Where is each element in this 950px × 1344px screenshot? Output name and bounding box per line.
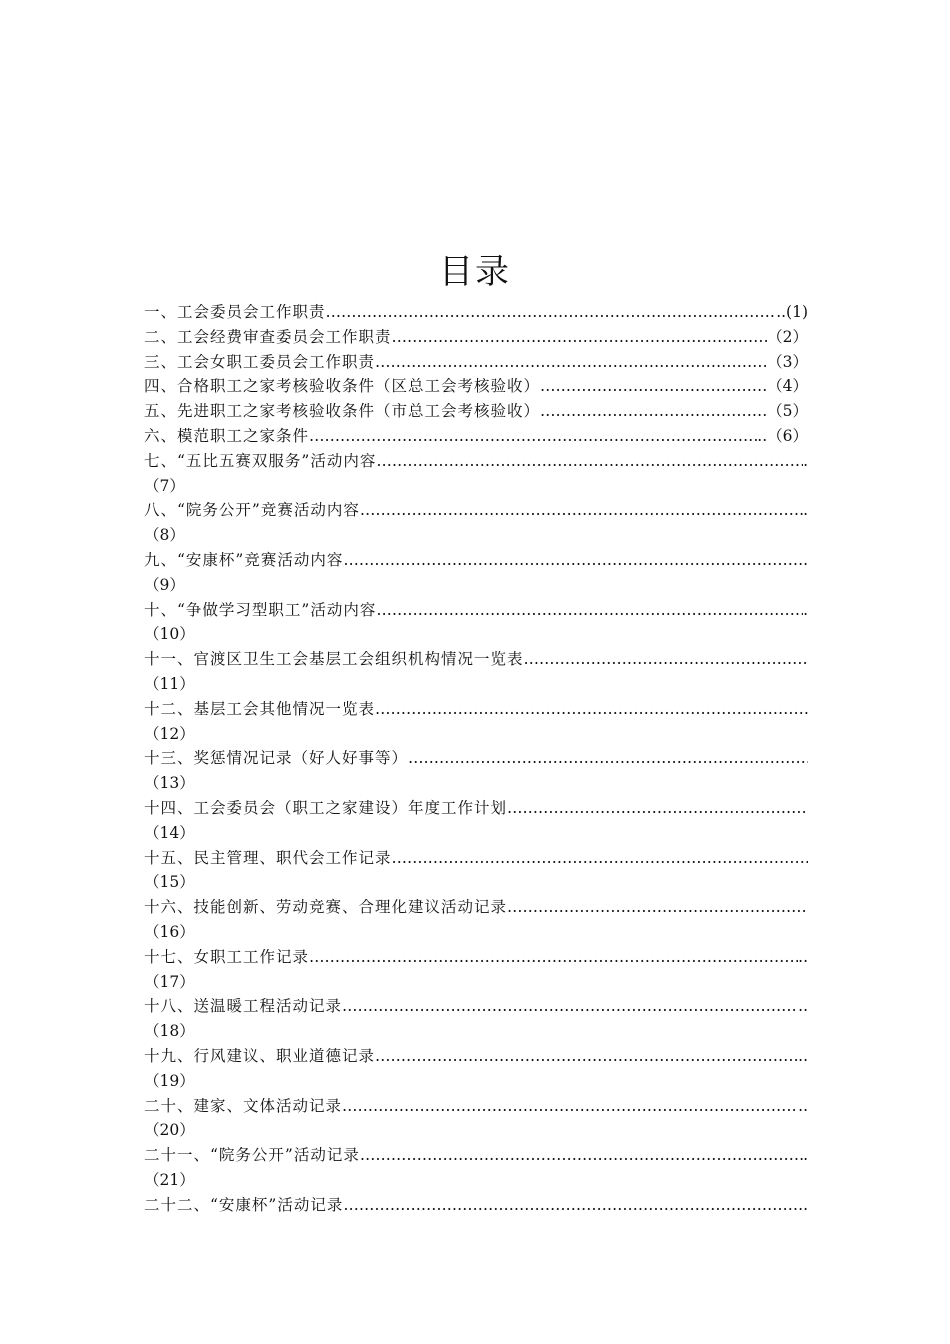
dot-leader (343, 548, 803, 573)
toc-entry (144, 300, 808, 325)
dot-leader (376, 598, 803, 623)
dot-leader (408, 746, 808, 771)
toc-entry-line (144, 374, 808, 399)
toc-entry-title: 二十二、“安康杯”活动记录 (144, 1195, 344, 1214)
toc-entry (144, 424, 808, 449)
toc-entry-page: .. (798, 997, 808, 1016)
toc-entry-page-number: （11） (144, 674, 195, 693)
toc-entry-page: .. (798, 1046, 808, 1065)
toc-entry-page-number: （8） (144, 526, 185, 545)
toc-entry-page: . (803, 1146, 808, 1165)
toc-entry-title: 十二、基层工会其他情况一览表 (144, 699, 376, 718)
toc-entry-line (144, 424, 808, 449)
page-title: 目录 (439, 252, 511, 292)
dot-leader (540, 374, 767, 399)
toc-entry-page: ..（6） (757, 426, 808, 445)
toc-entry-line (144, 548, 808, 573)
toc-entry-page: （2） (767, 327, 808, 346)
dot-leader (540, 399, 767, 424)
toc-entry-title: 十三、奖惩情况记录（好人好事等） (144, 749, 409, 768)
dot-leader (507, 895, 808, 920)
toc-entry-line (144, 498, 808, 523)
toc-entry-page: . (803, 600, 808, 619)
toc-entry-title: 十八、送温暖工程活动记录 (144, 997, 343, 1016)
toc-entry-page-number: （15） (144, 873, 195, 892)
toc-entry-line (144, 1193, 808, 1218)
toc-entry-page-number: （21） (144, 1170, 195, 1189)
toc-entry-title: 十九、行风建议、职业道德记录 (144, 1046, 376, 1065)
toc-entry-page-number: （10） (144, 625, 195, 644)
dot-leader (360, 1143, 803, 1168)
toc-entry-line (144, 796, 808, 821)
toc-entry (144, 647, 808, 697)
toc-entry (144, 994, 808, 1044)
toc-entry-title: 一、工会委员会工作职责 (144, 303, 326, 321)
dot-leader (342, 994, 798, 1019)
toc-entry (144, 449, 808, 499)
toc-entry-line (144, 325, 808, 350)
toc-entry-page: . (803, 550, 808, 569)
toc-entry-title: 二十、建家、文体活动记录 (144, 1096, 343, 1115)
toc-entry-title: 十一、官渡区卫生工会基层工会组织机构情况一览表 (144, 650, 524, 669)
dot-leader (309, 945, 798, 970)
toc-entry-page-number: （17） (144, 972, 195, 991)
toc-entry (144, 1044, 808, 1094)
toc-entry-line (144, 300, 808, 325)
toc-entry (144, 598, 808, 648)
toc-entry-title: 四、合格职工之家考核验收条件（区总工会考核验收） (144, 377, 541, 396)
toc-entry (144, 796, 808, 846)
toc-entry-line (144, 895, 808, 920)
dot-leader (343, 1193, 803, 1218)
toc-entry-line (144, 746, 808, 771)
toc-entry-page-number: （20） (144, 1121, 195, 1140)
toc-entry-line (144, 1044, 808, 1069)
toc-entry-page: .. (798, 1096, 808, 1115)
toc-entry-page-number: （16） (144, 922, 195, 941)
toc-entry-page-number: （18） (144, 1022, 195, 1041)
table-of-contents (144, 300, 808, 1217)
toc-entry (144, 1143, 808, 1193)
toc-entry-page-number: （12） (144, 724, 195, 743)
dot-leader (342, 1094, 798, 1119)
toc-entry-title: 二、工会经费审查委员会工作职责 (144, 327, 392, 346)
toc-entry (144, 498, 808, 548)
toc-entry-title: 十、“争做学习型职工”活动内容 (144, 600, 377, 619)
toc-entry (144, 399, 808, 424)
dot-leader (375, 350, 767, 375)
dot-leader (507, 796, 808, 821)
toc-entry-title: 二十一、“院务公开”活动记录 (144, 1146, 360, 1165)
dot-leader (392, 846, 808, 871)
toc-entry (144, 548, 808, 598)
toc-entry-page: .. (798, 947, 808, 966)
dot-leader (326, 300, 777, 325)
toc-entry-title: 十七、女职工工作记录 (144, 947, 310, 966)
toc-entry-title: 十四、工会委员会（职工之家建设）年度工作计划 (144, 798, 508, 817)
toc-entry-title: 八、“院务公开”竞赛活动内容 (144, 501, 360, 520)
toc-entry (144, 746, 808, 796)
toc-entry-page: ..(1) (776, 303, 808, 321)
toc-entry-page-number: （9） (144, 575, 185, 594)
toc-entry-page-number: （13） (144, 774, 195, 793)
toc-entry (144, 1193, 808, 1218)
toc-entry-page: . (803, 1195, 808, 1214)
dot-leader (360, 498, 803, 523)
toc-entry-line (144, 449, 808, 474)
toc-entry-title: 十六、技能创新、劳动竞赛、合理化建议活动记录 (144, 898, 508, 917)
dot-leader (375, 697, 808, 722)
toc-entry-line (144, 647, 808, 672)
dot-leader (376, 449, 803, 474)
toc-entry (144, 350, 808, 375)
toc-entry-title: 九、“安康杯”竞赛活动内容 (144, 550, 344, 569)
toc-entry (144, 895, 808, 945)
toc-entry-page-number: （14） (144, 823, 195, 842)
toc-entry-page-number: （7） (144, 476, 185, 495)
toc-entry (144, 325, 808, 350)
toc-entry-page-number: （19） (144, 1071, 195, 1090)
toc-entry-title: 十五、民主管理、职代会工作记录 (144, 848, 392, 867)
toc-entry-line (144, 697, 808, 722)
toc-entry-line (144, 1094, 808, 1119)
toc-entry-title: 三、工会女职工委员会工作职责 (144, 352, 376, 371)
dot-leader (392, 325, 768, 350)
dot-leader (309, 424, 757, 449)
dot-leader (524, 647, 808, 672)
toc-entry-title: 七、“五比五赛双服务”活动内容 (144, 451, 377, 470)
toc-entry (144, 697, 808, 747)
toc-entry (144, 374, 808, 399)
toc-entry-page: . (803, 451, 808, 470)
toc-entry-line (144, 945, 808, 970)
toc-entry-page: . (803, 501, 808, 520)
toc-entry-page: （3） (767, 352, 808, 371)
toc-entry (144, 1094, 808, 1144)
toc-entry-line (144, 598, 808, 623)
toc-entry-title: 五、先进职工之家考核验收条件（市总工会考核验收） (144, 402, 541, 421)
toc-entry (144, 945, 808, 995)
toc-entry-page: （4） (767, 377, 808, 396)
toc-entry-line (144, 399, 808, 424)
toc-entry-line (144, 994, 808, 1019)
toc-entry-page: （5） (767, 402, 808, 421)
toc-entry-line (144, 846, 808, 871)
dot-leader (375, 1044, 798, 1069)
toc-entry-line (144, 1143, 808, 1168)
toc-entry-title: 六、模范职工之家条件 (144, 426, 310, 445)
toc-entry-line (144, 350, 808, 375)
toc-entry (144, 846, 808, 896)
